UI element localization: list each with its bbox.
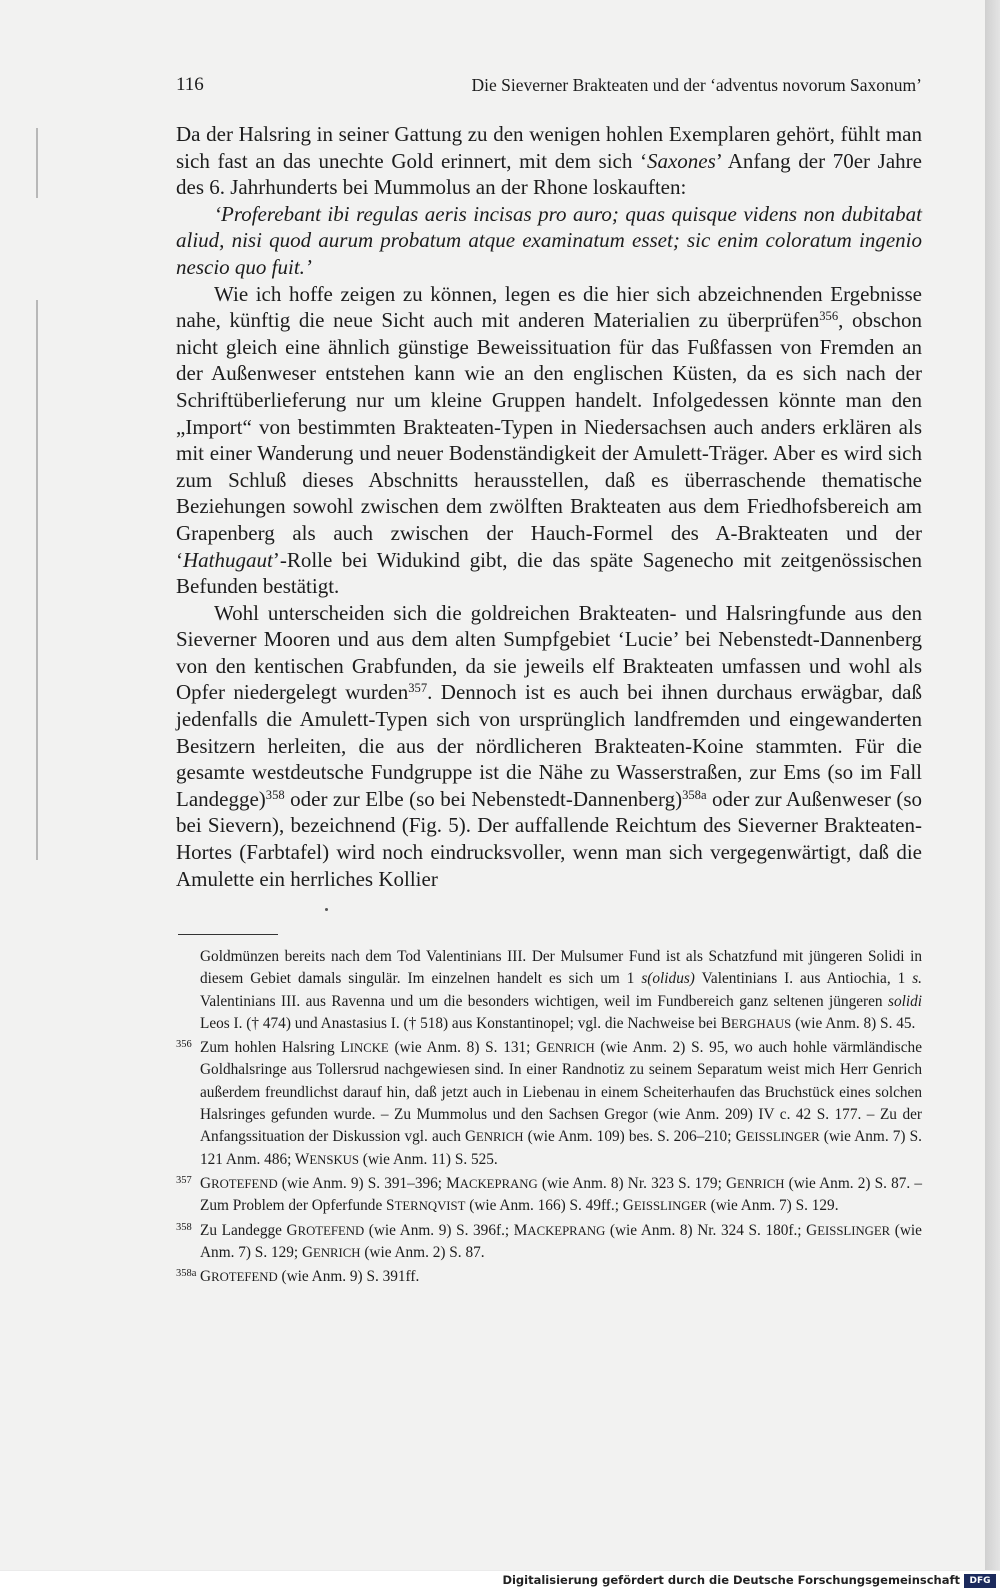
main-text [176, 121, 922, 892]
dfg-logo: DFG [964, 1574, 996, 1588]
digitization-footer [0, 1571, 1000, 1592]
footnote-continued [176, 946, 922, 1035]
footnote-text: Goldmünzen bereits nach dem Tod Valentinians III. Der Mulsumer Fund ist als Schatzfund mit jüngeren Solidi in diesem Gebiet damals singulär. Im einzelnen handelt es sich um 1 s(olidus) Valentinians I. aus Antiochia, 1 s. Valentinians III. aus Ravenna und um die besonders wichtigen, weil im Fundbereich ganz seltenen jüngeren solidi Leos I. († 474) und Anastasius I. († 518) aus Konstantinopel; vgl. die Nachweise bei BERGHAUS (wie Anm. 8) S. 45. [200, 948, 922, 1032]
footnote-number: 358 [176, 1221, 192, 1233]
speck [325, 908, 328, 911]
footnotes [176, 946, 922, 1290]
paragraph: Da der Halsring in seiner Gattung zu den wenigen hohlen Exemplaren gehört, fühlt man sich fast an das unechte Gold erinnert, mit dem sich ‘Saxones’ Anfang der 70er Jahre des 6. Jahrhunderts bei Mummolus an der Rhone loskauften: [176, 122, 922, 200]
footnote-text: GROTEFEND (wie Anm. 9) S. 391ff. [200, 1268, 420, 1286]
margin-mark [36, 300, 38, 860]
paragraph: Wohl unterscheiden sich die goldreichen Brakteaten- und Halsringfunde aus den Sieverner Mooren und aus dem alten Sumpfgebiet ‘Lucie’ bei Nebenstedt-Dannenberg von den kentischen Grabfunden, da sie jeweils elf Brakteaten umfassen und wohl als Opfer niedergelegt wurden$^{357}$. Dennoch ist es auch bei ihnen durchaus erwägbar, daß jedenfalls die Amulett-Typen sich von ursprünglich landfremden und eingewanderten Besitzern herleiten, die aus der nördlicheren Brakteaten-Koine stammten. Für die gesamte westdeutsche Fundgruppe ist die Nähe zu Wasserstraßen, zur Ems (so im Fall Landegge)$^{358}$ oder zur Elbe (so bei Nebenstedt-Dannenberg)$^{358a}$ oder zur Außenweser (so bei Sievern), bezeichnend (Fig. 5). Der auffallende Reichtum des Sieverner Brakteaten-Hortes (Farbtafel) wird noch eindrucksvoller, wenn man sich vergegenwärtigt, daß die Amulette ein herrliches Kollier [176, 600, 922, 891]
footnote-358 [176, 1220, 922, 1265]
footnote-358a [176, 1266, 922, 1288]
paragraph: Wie ich hoffe zeigen zu können, legen es die hier sich abzeichnenden Ergebnisse nahe, künftig die neue Sicht auch mit anderen Materialien zu überprüfen$^{356}$, obschon nicht gleich eine ähnlich günstige Beweissituation für das Fußfassen von Fremden an der Außenweser entstehen kann wie an den englischen Küsten, da es sich nach der Schriftüberlieferung nur um kleine Gruppen handelt. Infolgedessen könnte man den „Import“ von bestimmten Brakteaten-Typen in Niedersachsen auch anders erklären als mit einer Wanderung und neuer Bodenständigkeit der Amulett-Träger. Aber es wird sich zum Schluß dieses Abschnitts herausstellen, daß es überraschende thematische Beziehungen sowohl zwischen dem zwölften Brakteaten aus dem Friedhofsbereich am Grapenberg als auch zwischen der Hauch-Formel des A-Brakteaten und der ‘Hathugaut’-Rolle bei Widukind gibt, die das späte Sagenecho mit zeitgenössischen Befunden bestätigt. [176, 281, 922, 599]
running-title: Die Sieverner Brakteaten und der ‘adventus novorum Saxonum’ [471, 75, 922, 95]
margin-mark [36, 128, 38, 198]
page-number: 116 [176, 74, 204, 95]
footnote-number: 358a [176, 1268, 197, 1280]
footnote-number: 356 [176, 1039, 192, 1051]
footnote-356 [176, 1037, 922, 1171]
funding-credit: Digitalisierung gefördert durch die Deutsche Forschungsgemeinschaft [502, 1573, 960, 1587]
footnote-357 [176, 1173, 922, 1218]
footnote-text: GROTEFEND (wie Anm. 9) S. 391–396; MACKEPRANG (wie Anm. 8) Nr. 323 S. 179; GENRICH (wie Anm. 2) S. 87. – Zum Problem der Opferfunde STERNQVIST (wie Anm. 166) S. 49ff.; GEISSLINGER (wie Anm. 7) S. 129. [200, 1174, 922, 1215]
footnote-number: 357 [176, 1174, 192, 1186]
latin-quote: ‘Proferebant ibi regulas aeris incisas pro auro; quas quisque videns non dubitabat aliud, nisi quod aurum probatum atque examinatum esset; sic enim coloratum ingenio nescio quo fuit.’ [176, 201, 922, 279]
footnote-rule [178, 934, 278, 935]
footnote-text: Zu Landegge GROTEFEND (wie Anm. 9) S. 396f.; MACKEPRANG (wie Anm. 8) Nr. 324 S. 180f.; GEISSLINGER (wie Anm. 7) S. 129; GENRICH (wie Anm. 2) S. 87. [200, 1221, 922, 1261]
page-edge [985, 0, 1000, 1570]
footnote-text: Zum hohlen Halsring LINCKE (wie Anm. 8) S. 131; GENRICH (wie Anm. 2) S. 95, wo auch hohle värmländische Goldhalsringe aus Tollersrud nachgewiesen sind. In einer Randnotiz zu seinem Separatum weist mich Herr Genrich außerdem freundlichst darauf hin, daß jetzt auch in Liebenau in einem Scheiterhaufen das Bruchstück eines solchen Halsringes gefunden wurde. – Zu Mummolus und den Sachsen Gregor (wie Anm. 209) IV c. 42 S. 177. – Zu der Anfangssituation der Diskussion vgl. auch GENRICH (wie Anm. 109) bes. S. 206–210; GEISSLINGER (wie Anm. 7) S. 121 Anm. 486; WENSKUS (wie Anm. 11) S. 525. [200, 1039, 922, 1168]
